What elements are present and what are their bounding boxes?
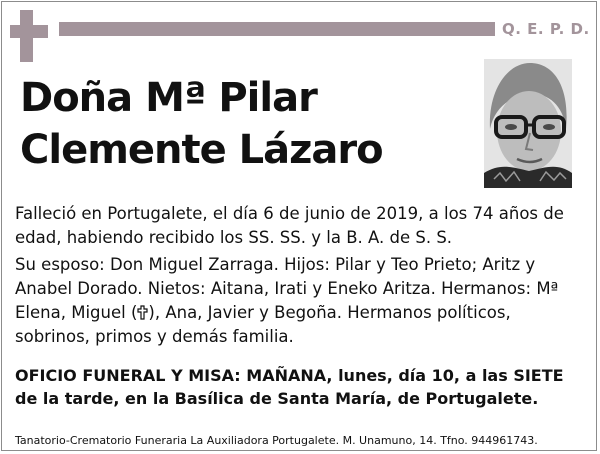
obituary-body: [15, 202, 585, 349]
family-text-part1: Su esposo: Don Miguel Zarraga. Hijos: Pilar y Teo Prieto; Aritz y Anabel Dorado. Nietos: Aitana, Irati y Eneko Aritza. Hermanos: Mª Elena, Miguel (: [15, 255, 559, 322]
header-bar: [59, 22, 495, 36]
deceased-name: [20, 72, 383, 176]
family-paragraph: [15, 253, 585, 349]
qepd-label: Q. E. P. D.: [502, 20, 590, 38]
small-cross-icon: [137, 305, 148, 320]
deceased-name-line2: Clemente Lázaro: [20, 127, 383, 173]
portrait-image: [484, 59, 572, 188]
family-text-part2: ), Ana, Javier y Begoña. Hermanos políticos, sobrinos, primos y demás familia.: [15, 303, 511, 346]
latin-cross-icon: [10, 10, 48, 62]
death-notice-paragraph: Falleció en Portugalete, el día 6 de junio de 2019, a los 74 años de edad, habiendo recibido los SS. SS. y la B. A. de S. S.: [15, 204, 564, 247]
funeral-announcement: OFICIO FUNERAL Y MISA: MAÑANA, lunes, día 10, a las SIETE de la tarde, en la Basílica de Santa María, de Portugalete.: [15, 366, 564, 408]
deceased-name-line1: Doña Mª Pilar: [20, 75, 317, 121]
portrait-photo: [484, 59, 572, 188]
funeral-home-footer: Tanatorio-Crematorio Funeraria La Auxiliadora Portugalete. M. Unamuno, 14. Tfno. 944961743.: [15, 434, 538, 447]
